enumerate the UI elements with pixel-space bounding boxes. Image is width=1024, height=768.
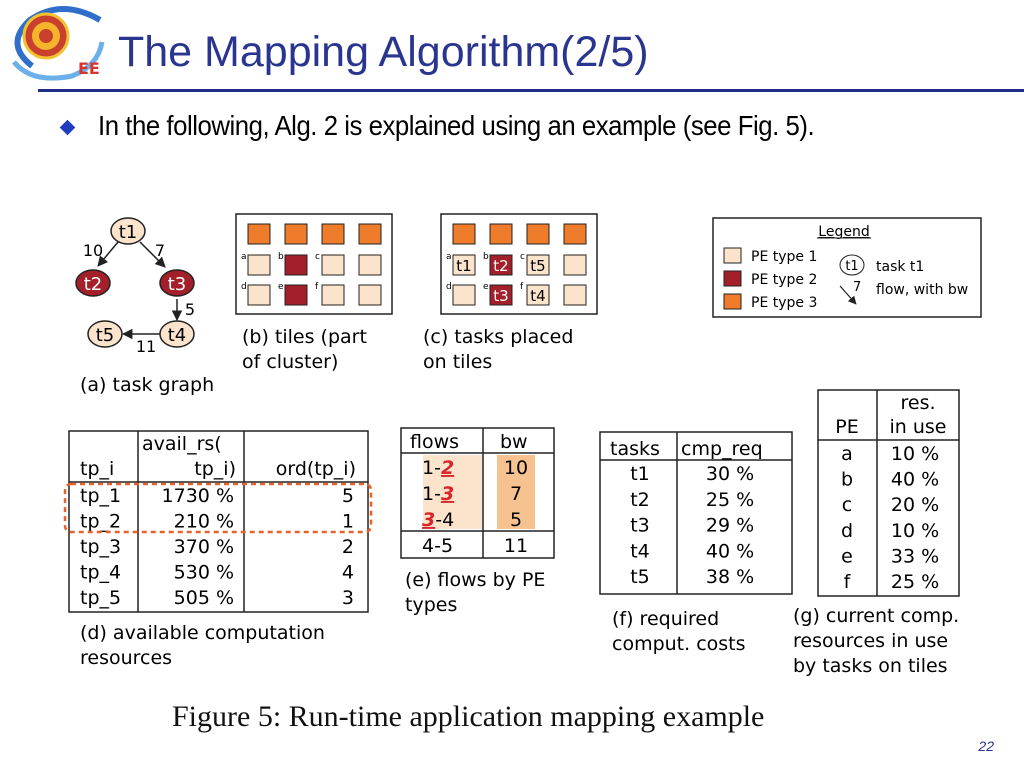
table-d-cell-tp: tp_4 [80,561,122,584]
caption-b-line1: (b) tiles (part [242,326,367,348]
edge-label-t1-t3: 7 [154,241,166,260]
placed-panel [423,214,597,373]
tile-letter: e [483,282,489,292]
table-g-cell-pe: d [840,519,854,542]
tile-letter: b [483,252,489,262]
legend-task-label: task t1 [876,259,925,275]
table-e-cell-bw: 7 [509,483,523,505]
edge-label-t3-t4: 5 [184,300,196,319]
table-g-cell-res: 20 % [890,494,940,517]
flow-part: 1- [422,457,441,479]
tile-letter: c [315,252,320,262]
table-g-cell-pe: e [841,545,853,568]
tile-letter: c [520,252,525,262]
slide-title: The Mapping Algorithm(2/5) [118,28,649,76]
page-number: 22 [978,738,994,754]
legend-pe3: PE type 3 [751,295,818,311]
flow-part: 1- [422,483,441,505]
caption-b-line2: of cluster) [242,351,339,373]
table-g-cell-pe: b [840,468,854,491]
table-f-cell-task: t5 [630,566,650,589]
table-f-cell-cost: 29 % [705,514,755,537]
table-g-cell-pe: a [841,443,853,465]
edge-label-t1-t2: 10 [82,241,104,260]
flow-part: -4 [435,509,455,531]
caption-e-line1: (e) flows by PE [405,569,546,591]
task-node-t4 [160,321,194,347]
svg-text:t2: t2 [83,274,103,295]
table-d-cell-tp: tp_2 [80,510,122,533]
svg-text:t4: t4 [167,325,187,346]
table-d-cell-avail: 1730 % [161,485,234,507]
table-g-header-pe: PE [835,416,859,438]
table-f-header-cmp: cmp_req [681,438,763,460]
table-d-cell-tp: tp_1 [80,485,122,507]
table-e-header-flows: flows [410,431,460,453]
table-d [65,431,371,669]
table-d-cell-ord: 1 [341,510,354,533]
table-g-header-inuse: in use [889,416,947,438]
task-node-t3 [160,270,194,296]
table-e-header-bw: bw [500,431,528,453]
table-d-header-avail: avail_rs( [142,433,222,455]
legend-title: Legend [818,224,870,240]
table-g-cell-res: 10 % [890,443,940,465]
table-d-cell-avail: 530 % [173,561,234,584]
svg-text:t1: t1 [118,222,138,243]
table-e [401,428,554,616]
caption-g-line3: by tasks on tiles [793,655,948,677]
caption-f-line1: (f) required [612,608,720,630]
table-d-cell-ord: 5 [341,485,354,507]
table-d-cell-ord: 3 [341,587,354,609]
table-e-cell-bw: 10 [503,457,529,479]
table-f-header-tasks: tasks [610,438,660,460]
table-f-cell-cost: 40 % [705,540,755,563]
table-d-cell-ord: 4 [341,561,354,584]
table-d-cell-avail: 370 % [173,536,234,558]
task-graph [76,218,214,396]
tile-letter: f [520,282,524,292]
legend-pe2: PE type 2 [751,272,818,288]
legend-flow-value: 7 [853,280,862,295]
table-d-header-ord: ord(tp_i) [275,458,356,480]
tile-letter: b [278,252,284,262]
placed-task-t3: t3 [493,287,509,305]
tiles-panel [236,214,392,373]
table-d-cell-tp: tp_3 [80,536,122,558]
table-f-cell-task: t4 [630,540,650,563]
tile-letter: a [446,252,452,262]
task-node-t1 [111,218,145,244]
svg-text:t3: t3 [167,274,187,295]
table-g-cell-res: 25 % [890,571,940,593]
table-f-cell-task: t2 [630,488,650,511]
table-d-header-avail2: tp_i) [194,458,236,480]
task-node-t5 [88,321,122,347]
bullet-text: In the following, Alg. 2 is explained using an example (see Fig. 5). [98,110,815,141]
table-d-cell-ord: 2 [341,536,354,558]
edge-label-t4-t5: 11 [135,337,157,356]
placed-task-t5: t5 [530,257,546,275]
table-e-cell-flow [422,509,454,531]
table-g-cell-res: 33 % [890,545,940,568]
task-node-t2 [76,270,110,296]
flow-highlight-pe: 2 [440,457,455,479]
table-f-cell-task: t1 [630,463,650,485]
placed-task-t1: t1 [456,257,472,275]
placed-task-t2: t2 [493,257,509,275]
table-f-cell-cost: 25 % [705,488,755,511]
tile-letter: f [315,282,319,292]
caption-c-line1: (c) tasks placed [423,326,574,348]
caption-e-line2: types [405,594,458,616]
table-d-cell-avail: 210 % [173,510,234,533]
table-f [600,432,792,655]
flow-highlight-pe: 3 [422,509,436,531]
table-e-cell-bw: 5 [509,509,523,531]
caption-g-line1: (g) current comp. [793,605,960,627]
caption-f-line2: comput. costs [612,633,746,655]
table-f-cell-task: t3 [630,514,650,537]
tile-letter: d [446,282,452,292]
legend-flow-label: flow, with bw [876,282,969,298]
table-d-cell-avail: 505 % [173,587,234,609]
tile-letter: a [241,252,247,262]
legend-task-node: t1 [845,259,859,274]
flow-highlight-pe: 3 [440,483,455,505]
caption-c-line2: on tiles [423,351,493,373]
table-e-cell-flow [422,457,454,479]
placed-task-t4: t4 [530,287,546,305]
caption-g-line2: resources in use [793,630,949,652]
caption-a: (a) task graph [80,374,215,396]
legend-pe1: PE type 1 [751,249,818,265]
caption-d-line2: resources [80,647,173,669]
table-g-cell-res: 10 % [890,519,940,542]
table-e-cell-bw: 11 [503,535,529,557]
table-g-cell-res: 40 % [890,468,940,491]
svg-text:t5: t5 [95,325,115,346]
table-g-cell-pe: f [843,571,851,593]
caption-d-line1: (d) available computation [80,622,325,644]
table-g-header-res: res. [900,392,936,414]
table-d-header-tpi: tp_i [80,458,115,480]
table-f-cell-cost: 38 % [705,566,755,589]
table-d-cell-tp: tp_5 [80,587,122,609]
table-g-cell-pe: c [841,494,853,517]
tile-letter: d [241,282,247,292]
svg-text:EE: EE [78,59,100,78]
table-e-cell-flow [422,483,454,505]
table-f-cell-cost: 30 % [705,463,755,485]
tile-letter: e [278,282,284,292]
figure-caption: Figure 5: Run-time application mapping example [172,700,765,733]
table-g [793,390,959,677]
flow-part: 4-5 [422,535,454,557]
legend [713,218,981,317]
table-e-cell-flow [422,535,453,557]
